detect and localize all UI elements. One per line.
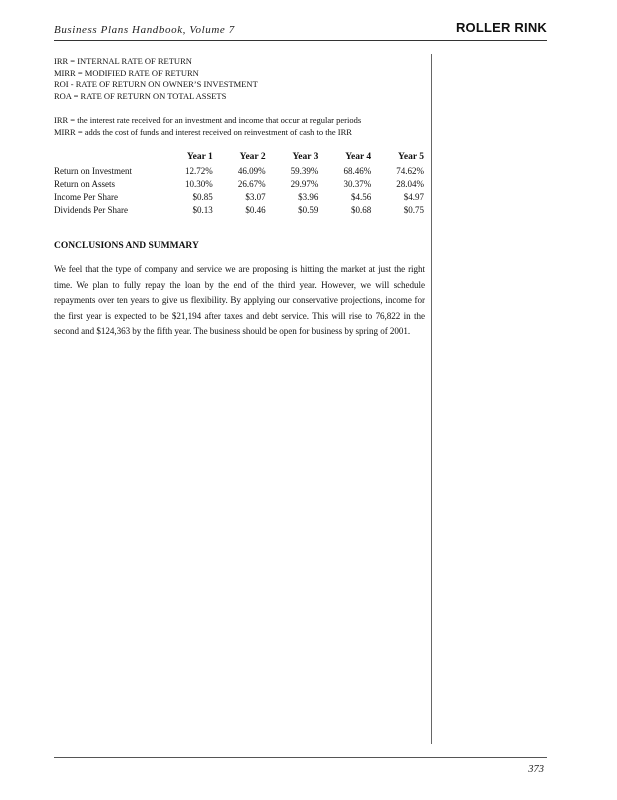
header-cell: Year 2 <box>239 151 266 162</box>
header-cell: Year 1 <box>186 151 213 162</box>
section-title: ROLLER RINK <box>455 20 547 35</box>
table-cell: $0.59 <box>298 204 319 215</box>
abbreviation-item: MIRR = MODIFIED RATE OF RETURN <box>54 67 199 78</box>
abbreviation-list <box>54 56 258 102</box>
abbreviation-item: IRR = INTERNAL RATE OF RETURN <box>54 56 192 66</box>
definition-list <box>54 115 361 138</box>
definition-item: IRR = the interest rate received for an investment and income that occur at regular periods <box>54 115 362 125</box>
table-cell: 29.97% <box>290 178 319 189</box>
header-cell: Year 3 <box>292 151 319 162</box>
table-cell: 30.37% <box>343 178 372 189</box>
table-cell: 26.67% <box>237 178 266 189</box>
table-cell: $0.75 <box>403 204 424 215</box>
table-row <box>54 164 424 177</box>
table-cell: $0.13 <box>192 204 213 215</box>
table-cell: 68.46% <box>343 165 372 176</box>
table-cell: 10.30% <box>185 178 213 189</box>
table-cell: $3.07 <box>245 191 266 202</box>
table-cell: 28.04% <box>396 178 424 189</box>
table-cell: 59.39% <box>290 165 319 176</box>
table-header-row <box>54 150 424 164</box>
table-row <box>54 203 424 216</box>
conclusions-heading: CONCLUSIONS AND SUMMARY <box>54 241 199 251</box>
abbreviation-item: ROA = RATE OF RETURN ON TOTAL ASSETS <box>54 90 227 101</box>
table-row <box>54 190 424 203</box>
row-label: Return on Assets <box>54 178 116 189</box>
footer-divider <box>54 757 547 758</box>
table-cell: $0.68 <box>350 204 372 215</box>
table-cell: $4.56 <box>350 191 372 202</box>
table-cell: 46.09% <box>237 165 266 176</box>
table-cell: $4.97 <box>403 191 424 202</box>
financial-ratio-table <box>54 150 424 216</box>
header-cell: Year 5 <box>398 151 424 162</box>
row-label: Income Per Share <box>54 191 118 202</box>
abbreviation-item: ROI - RATE OF RETURN ON OWNER’S INVESTMENT <box>54 79 258 89</box>
table-row <box>54 177 424 190</box>
row-label: Return on Investment <box>54 165 132 176</box>
table-cell: $0.46 <box>245 204 266 215</box>
definition-item: MIRR = adds the cost of funds and interest received on reinvestment of cash to the IRR <box>54 126 352 137</box>
table-cell: $0.85 <box>192 191 213 202</box>
page-number: 373 <box>528 764 544 775</box>
table-cell: $3.96 <box>298 191 319 202</box>
book-title: Business Plans Handbook, Volume 7 <box>54 24 235 36</box>
header-divider <box>54 40 547 41</box>
header-cell <box>54 150 160 164</box>
header-cell: Year 4 <box>345 151 372 162</box>
table-cell: 74.62% <box>396 165 424 176</box>
table-cell: 12.72% <box>185 165 213 176</box>
margin-divider <box>431 54 432 744</box>
conclusions-paragraph: We feel that the type of company and service we are proposing is hitting the market at just the right time. We plan to fully repay the loan by the end of the third year. However, we will schedule repayments over ten years to give us flexibility. By applying our conservative projections, income for the first year is expected to be $21,194 after taxes and debt service. This will rise to 76,822 in the second and $124,363 by the fifth year. The business should be open for business by spring of 2001. <box>54 264 425 336</box>
row-label: Dividends Per Share <box>54 204 128 215</box>
